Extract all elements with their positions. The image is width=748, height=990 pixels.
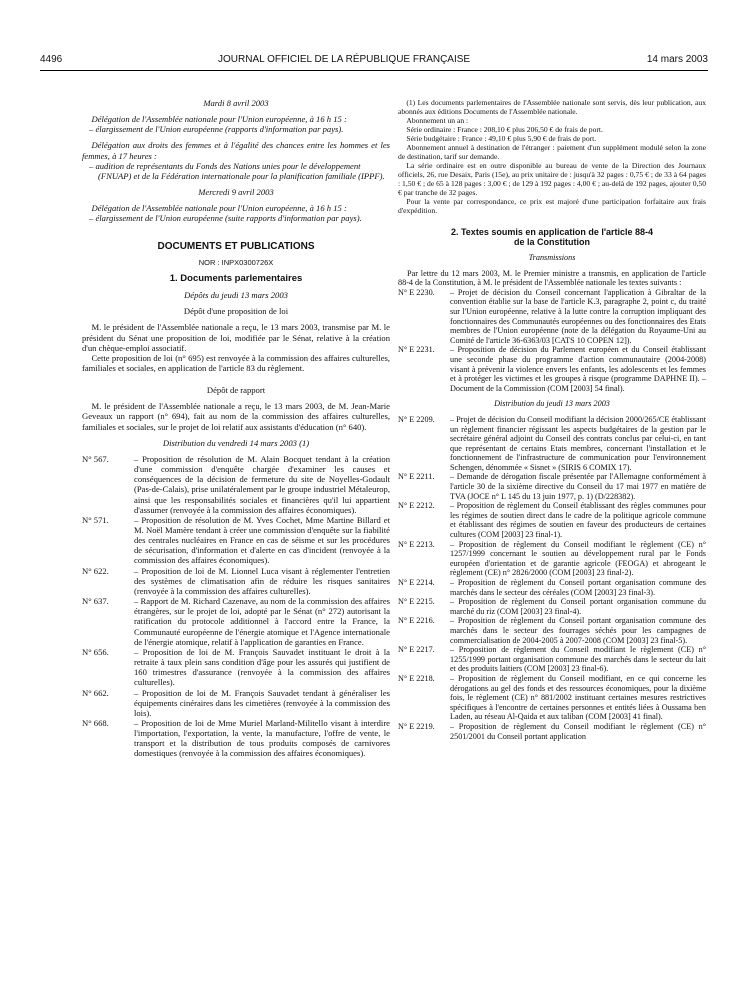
entry-number: N° E 2216. <box>398 616 435 626</box>
entry-text: – Proposition de loi de M. Lionnel Luca visant à réglementer l'entretien des systèmes de climatisation afin de réduire les risques sanitaires (renvoyée à la commission des affaires culturelles). <box>134 565 390 596</box>
list-item <box>398 472 706 501</box>
list-item <box>398 578 706 597</box>
entry-number: N° 622. <box>82 565 109 576</box>
right-column <box>398 98 706 741</box>
entry-number: N° 571. <box>82 514 109 525</box>
journal-title: JOURNAL OFFICIEL DE LA RÉPUBLIQUE FRANÇAISE <box>218 54 471 65</box>
entry-text: – Proposition de décision du Parlement européen et du Conseil établissant une seconde phase du programme d'action communautaire (2004-2008) visant à prévenir la violence envers les enfants, les adolescents et les femmes et à protéger les victimes et les groupes à risque (programme DAPHNE II). – Document de la Commission (COM [2003] 54 final). <box>450 345 706 393</box>
entry-number: N° E 2218. <box>398 673 435 683</box>
entry-text: – Proposition de règlement du Conseil modifiant, en ce qui concerne les dérogations au gel des fonds et des ressources économiques, pour la dixième fois, le règlement (CE) n° 881/2002 instituant certaines mesures restrictives spécifiques à l'encontre de certaines personnes et entités liées à Oussama ben Laden, au réseau Al-Qaida et aux taliban (COM [2003] 41 final). <box>450 673 706 722</box>
meeting-date: Mardi 8 avril 2003 <box>203 98 269 108</box>
entry-number: N° E 2230. <box>398 287 435 297</box>
entry-text: – Proposition de règlement du Conseil portant organisation commune des marchés dans le secteur des fourrages séchés pour les campagnes de commercialisation de 2004-2005 à 2007-2008 (COM [2003] 23 final-5). <box>450 616 706 645</box>
depot-rapport-title: Dépôt de rapport <box>206 385 266 396</box>
meeting-item: – élargissement de l'Union européenne (suite rapports d'information par pays). <box>89 213 362 224</box>
list-item <box>82 688 390 718</box>
meeting-item: – audition de représentants du Fonds des Nations unies pour le développement (FNUAP) et de la Fédération internationale pour la planification familiale (IPPF). <box>89 160 385 181</box>
entry-text: – Proposition de règlement du Conseil modifiant le règlement (CE) n° 1255/1999 portant organisation commune des marchés dans le secteur du lait et des produits laitiers (COM [2003] 23 final-6). <box>450 645 706 674</box>
meeting-delegation: Délégation aux droits des femmes et à l'égalité des chances entre les hommes et les femmes, à 17 heures : <box>82 140 390 161</box>
transmissions-text: Par lettre du 12 mars 2003, M. le Premier ministre a transmis, en application de l'article 88-4 de la Constitution, à M. le président de l'Assemblée nationale les textes suivants : <box>398 268 706 288</box>
list-item <box>82 566 390 596</box>
entry-number: N° E 2219. <box>398 721 435 731</box>
depot-proposition-text: Cette proposition de loi (n° 695) est renvoyée à la commission des affaires culturelles, familiales et sociales, en application de l'article 83 du règlement. <box>82 352 390 373</box>
entry-number: N° 662. <box>82 687 109 698</box>
list-item <box>398 540 706 578</box>
list-item <box>398 501 706 539</box>
list-item <box>82 647 390 688</box>
depot-proposition-text: M. le président de l'Assemblée nationale a reçu, le 13 mars 2003, transmise par M. le président du Sénat une proposition de loi, modifiée par le Sénat, relative à la création d'un chèque-emploi associatif. <box>82 322 390 353</box>
depots-date: Dépôts du jeudi 13 mars 2003 <box>184 290 288 301</box>
entry-text: – Projet de décision du Conseil modifiant la décision 2000/265/CE établissant un règlement financier régissant les aspects budgétaires de la gestion par le secrétaire général adjoint du Conseil des contrats conclus par celui-ci, en tant que représentant de certains Etats membres, concernant l'installation et le fonctionnement de l'infrastructure de communication pour l'environnement Schengen, dénommée « Sisnet » (SIRIS 6 COMIX 17). <box>450 414 706 472</box>
section2-title: 2. Textes soumis en application de l'article 88-4 <box>450 227 654 237</box>
list-item <box>398 674 706 722</box>
nor-reference: NOR : INPX0300726X <box>198 257 274 267</box>
transmissions-title: Transmissions <box>528 253 576 262</box>
entry-text: – Proposition de règlement du Conseil portant organisation commune du marché du riz (COM [2003] 23 final-4). <box>450 597 706 616</box>
subscription-abroad: Abonnement annuel à destination de l'étranger : paiement d'un supplément modulé selon la zone de destination, tarif sur demande. <box>398 143 706 161</box>
entry-text: – Proposition de règlement du Conseil établissant des règles communes pour les régimes de soutien direct dans le cadre de la politique agricole commune et établissant des régimes de soutien en faveur des producteurs de certaines cultures (COM [2003] 23 final-1). <box>450 501 706 540</box>
list-item <box>398 597 706 616</box>
entry-text: – Demande de dérogation fiscale présentée par l'Allemagne conformément à l'article 30 de la sixième directive du Conseil du 17 mai 1977 en matière de TVA (JOCE n° L 145 du 13 juin 1977, p. 1) (D/228382). <box>450 472 706 501</box>
subscription-label: Abonnement un an : <box>406 116 469 125</box>
subscription-ordinary: Série ordinaire : France : 208,10 € plus 206,50 € de frais de port. <box>406 125 603 134</box>
entry-text: – Proposition de règlement du Conseil portant organisation commune des marchés dans le secteur des céréales (COM [2003] 23 final-3). <box>450 578 706 597</box>
entry-text: – Proposition de loi de M. François Sauvadet instituant le droit à la retraite à taux plein sans condition d'âge pour les assurés qui justifient de 160 trimestres d'assurance (renvoyée à la commission des affaires culturelles). <box>134 646 390 688</box>
entry-number: N° 637. <box>82 596 109 607</box>
entry-text: – Projet de décision du Conseil concernant l'application à Gibraltar de la convention établie sur la base de l'article K.3, paragraphe 2, point c, du traité sur l'Union européenne, relative à la lutte contre la corruption impliquant des fonctionnaires des Communautés européennes ou des fonctionnaires des Etats membres de l'Union européenne (note de la délégation du Royaume-Uni au Comité de l'article 36-6363/03 [CATS 10 COPEN 12]). <box>450 287 706 345</box>
list-item <box>398 616 706 645</box>
entry-number: N° E 2215. <box>398 597 435 607</box>
entry-number: N° E 2213. <box>398 539 435 549</box>
page-header <box>40 54 708 70</box>
list-item <box>398 288 706 346</box>
meeting-delegation: Délégation de l'Assemblée nationale pour l'Union européenne, à 16 h 15 : <box>91 203 347 214</box>
meeting-item: – élargissement de l'Union européenne (rapports d'information par pays). <box>89 124 344 135</box>
entry-number: N° E 2212. <box>398 501 435 511</box>
list-item <box>398 345 706 393</box>
entry-text: – Proposition de résolution de M. Yves Cochet, Mme Martine Billard et M. Noël Mamère tendant à créer une commission d'enquête sur la fiabilité des centrales nucléaires en France en cas de séisme et sur les procédures de sécurisation, d'information et d'alerte en cas d'incident (renvoyée à la commission des affaires économiques). <box>134 514 390 566</box>
left-column <box>82 98 390 759</box>
entry-number: N° 656. <box>82 646 109 657</box>
sale-prices: La série ordinaire est en outre disponible au bureau de vente de la Direction des Journaux officiels, 26, rue Desaix, Paris (15e), au prix unitaire de : jusqu'à 32 pages : 0,75 € ; de 33 à 64 pages : 1,50 € ; de 65 à 128 pages : 3,00 € ; de 129 à 192 pages : 4,00 € ; au-delà de 192 pages, ajouter 0,50 € par tranche de 32 pages. <box>398 161 706 197</box>
section2-title-line2: de la Constitution <box>514 237 590 247</box>
meeting-date: Mercredi 9 avril 2003 <box>198 187 274 198</box>
page-number: 4496 <box>40 54 63 65</box>
list-item <box>82 718 390 759</box>
entry-text: – Proposition de résolution de M. Alain Bocquet tendant à la création d'une commission d'enquête chargée d'examiner les causes et conséquences de la décision de fermeture du site de Noyelles-Godault (Pas-de-Calais), prise unilatéralement par le groupe industriel Métaleurop, ainsi que les responsabilités sociales et financières qu'il lui appartient d'assumer (renvoyée à la commission des affaires économiques). <box>134 453 390 515</box>
entry-number: N° E 2211. <box>398 472 435 482</box>
subsection-title: 1. Documents parlementaires <box>169 272 303 284</box>
list-item <box>82 596 390 647</box>
entry-text: – Proposition de règlement du Conseil modifiant le règlement (CE) n° 2501/2001 du Conseil portant application <box>450 721 706 741</box>
list-item <box>82 454 390 515</box>
meeting-delegation: Délégation de l'Assemblée nationale pour l'Union européenne, à 16 h 15 : <box>91 114 347 125</box>
entry-number: N° E 2209. <box>398 414 435 424</box>
entry-number: N° E 2231. <box>398 345 435 355</box>
page-date: 14 mars 2003 <box>646 54 708 65</box>
entry-number: N° 567. <box>82 453 109 464</box>
distribution-title: Distribution du jeudi 13 mars 2003 <box>494 399 610 409</box>
depot-proposition-title: Dépôt d'une proposition de loi <box>183 306 289 317</box>
entry-text: – Proposition de règlement du Conseil modifiant le règlement (CE) n° 1257/1999 concernant le soutien au développement rural par le Fonds européen d'orientation et de garantie agricole (FEOGA) et abrogeant le règlement (CE) n° 2826/2000 (COM [2003] 23 final-2). <box>450 539 706 578</box>
depot-rapport-text: M. le président de l'Assemblée nationale a reçu, le 13 mars 2003, de M. Jean-Marie Geveaux un rapport (n° 694), fait au nom de la commission des affaires culturelles, familiales et sociales, sur le projet de loi relatif aux assistants d'éducation (n° 640). <box>82 401 390 432</box>
mail-order-note: Pour la vente par correspondance, ce prix est majoré d'une participation forfaitaire aux frais d'expédition. <box>398 197 706 215</box>
list-item <box>398 415 706 473</box>
list-item <box>398 645 706 674</box>
entry-number: N° E 2217. <box>398 645 435 655</box>
header-rule <box>40 70 708 71</box>
section-title: DOCUMENTS ET PUBLICATIONS <box>157 240 315 252</box>
footnote: (1) Les documents parlementaires de l'Assemblée nationale sont servis, dès leur publication, aux abonnés aux éditions Documents de l'Assemblée nationale. <box>398 98 706 116</box>
entry-text: – Proposition de loi de M. François Sauvadet tendant à généraliser les équipements cinéraires dans les cimetières (renvoyée à la commission des lois). <box>134 687 390 718</box>
list-item <box>82 515 390 566</box>
subscription-budget: Série budgétaire : France : 49,10 € plus 5,90 € de frais de port. <box>406 134 597 143</box>
distribution-title: Distribution du vendredi 14 mars 2003 (1) <box>162 437 310 448</box>
entry-number: N° E 2214. <box>398 578 435 587</box>
entry-text: – Rapport de M. Richard Cazenave, au nom de la commission des affaires étrangères, sur le projet de loi, adopté par le Sénat (n° 272) autorisant la ratification du protocole additionnel à l'accord entre la France, la Communauté européenne de l'énergie atomique et l'Agence internationale de l'énergie atomique, relatif à l'application de garanties en France. <box>134 596 390 647</box>
entry-text: – Proposition de loi de Mme Muriel Marland-Militello visant à interdire l'importation, l'exportation, la vente, la manufacture, l'offre de vente, le transport et la distribution de tous produits composés de carnivores domestiques (renvoyée à la commission des affaires économiques). <box>134 717 390 759</box>
entry-number: N° 668. <box>82 717 109 728</box>
list-item <box>398 722 706 741</box>
